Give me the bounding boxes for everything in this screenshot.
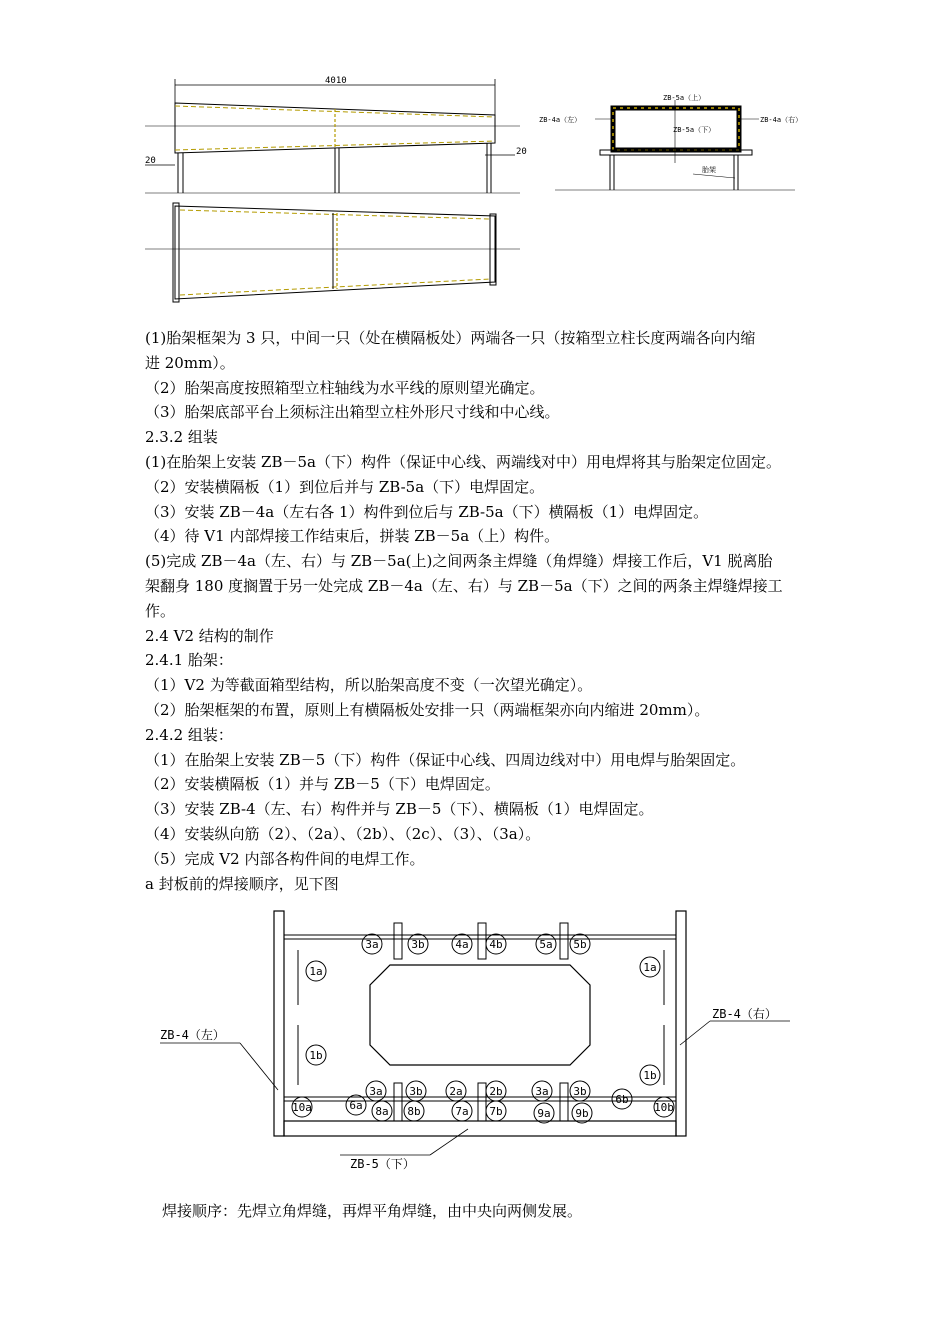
paragraph-line: （5）完成 V2 内部各构件间的电焊工作。 (145, 849, 425, 868)
section-heading: 2.4 V2 结构的制作 (145, 626, 274, 645)
weld-mark-bottom-lower: 8b (407, 1105, 421, 1118)
weld-mark-bottom-lower: 10a (292, 1101, 312, 1114)
weld-marks (292, 934, 674, 1123)
weld-mark-bottom-upper: 3a (369, 1085, 383, 1098)
weld-mark-side: 1a (309, 965, 323, 978)
weld-mark-bottom-upper: 2a (449, 1085, 463, 1098)
paragraph-line: （1）V2 为等截面箱型结构，所以胎架高度不变（一次望光确定）。 (145, 676, 593, 695)
weld-mark-top: 5b (573, 938, 587, 951)
label-frame: 胎架 (702, 166, 716, 174)
weld-mark-bottom-lower: 6a (349, 1099, 363, 1112)
dimension-left: 20 (145, 156, 156, 166)
dimension-right: 20 (516, 147, 527, 157)
weld-mark-bottom-lower: 7a (455, 1105, 469, 1118)
column-elevation-figure (140, 75, 540, 315)
paragraph-line: a 封板前的焊接顺序，见下图 (145, 874, 339, 893)
weld-mark-bottom-upper: 2b (489, 1085, 503, 1098)
label-left: ZB-4a（左） (539, 116, 582, 124)
weld-mark-top: 5a (539, 938, 553, 951)
paragraph-line: （2）胎架框架的布置，原则上有横隔板处安排一只（两端框架亦向内缩进 20mm）。 (145, 700, 710, 719)
label-top: ZB-5a（上） (663, 94, 706, 102)
section-heading: 2.4.1 胎架： (145, 651, 233, 670)
paragraph-line: 作。 (145, 601, 176, 620)
weld-mark-bottom-lower: 6b (615, 1093, 629, 1106)
label-inner: ZB-5a（下） (673, 126, 716, 134)
weld-mark-top: 4a (455, 938, 469, 951)
weld-mark-bottom-lower: 9b (575, 1107, 589, 1120)
paragraph-line: （2）安装横隔板（1）到位后并与 ZB-5a（下）电焊固定。 (145, 477, 545, 496)
label-zb4-right: ZB-4（右） (712, 1007, 777, 1021)
weld-mark-bottom-lower: 8a (375, 1105, 389, 1118)
paragraph-line: （3）安装 ZB－4a（左右各 1）构件到位后与 ZB-5a（下）横隔板（1）电焊固定。 (145, 502, 709, 521)
weld-sequence-figure (150, 905, 810, 1180)
section-heading: 2.4.2 组装： (145, 725, 233, 744)
weld-mark-side: 1a (643, 961, 657, 974)
label-right: ZB-4a（右） (760, 116, 803, 124)
paragraph-line: （2）安装横隔板（1）并与 ZB－5（下）电焊固定。 (145, 775, 500, 794)
paragraph-line: 进 20mm）。 (145, 353, 235, 372)
weld-mark-bottom-lower: 10b (654, 1101, 674, 1114)
weld-mark-top: 4b (489, 938, 503, 951)
dimension-total: 4010 (325, 76, 347, 86)
paragraph-line: (1)胎架框架为 3 只，中间一只（处在横隔板处）两端各一只（按箱型立柱长度两端各向内缩 (145, 329, 756, 347)
weld-mark-top: 3b (411, 938, 425, 951)
figure-caption: 焊接顺序：先焊立角焊缝，再焊平角焊缝，由中央向两侧发展。 (162, 1202, 583, 1220)
weld-mark-side: 1b (643, 1069, 657, 1082)
weld-mark-bottom-upper: 3a (535, 1085, 549, 1098)
paragraph-line: (5)完成 ZB－4a（左、右）与 ZB－5a(上)之间两条主焊缝（角焊缝）焊接工作后，V1 脱离胎 (145, 552, 773, 571)
paragraph-line: (1)在胎架上安装 ZB－5a（下）构件（保证中心线、两端线对中）用电焊将其与胎架定位固定。 (145, 452, 781, 471)
paragraph-line: （3）安装 ZB-4（左、右）构件并与 ZB－5（下）、横隔板（1）电焊固定。 (145, 800, 654, 819)
weld-mark-bottom-upper: 3b (409, 1085, 423, 1098)
box-section-figure (535, 88, 815, 198)
body-text (145, 326, 825, 896)
label-zb4-left: ZB-4（左） (160, 1028, 225, 1042)
section-heading: 2.3.2 组装 (145, 428, 218, 447)
weld-mark-top: 3a (365, 938, 379, 951)
paragraph-line: 架翻身 180 度搁置于另一处完成 ZB－4a（左、右）与 ZB－5a（下）之间的两条主焊缝焊接工 (145, 576, 783, 595)
weld-mark-side: 1b (309, 1049, 323, 1062)
paragraph-line: （2）胎架高度按照箱型立柱轴线为水平线的原则望光确定。 (145, 378, 545, 397)
paragraph-line: （1）在胎架上安装 ZB－5（下）构件（保证中心线、四周边线对中）用电焊与胎架固定。 (145, 750, 746, 769)
paragraph-line: （3）胎架底部平台上须标注出箱型立柱外形尺寸线和中心线。 (145, 403, 560, 422)
paragraph-line: （4）安装纵向筋（2）、（2a）、（2b）、（2c）、（3）、（3a）。 (145, 824, 541, 843)
weld-mark-bottom-lower: 9a (537, 1107, 551, 1120)
paragraph-line: （4）待 V1 内部焊接工作结束后，拼装 ZB－5a（上）构件。 (145, 527, 560, 546)
weld-mark-bottom-upper: 3b (573, 1085, 587, 1098)
label-zb5-bottom: ZB-5（下） (350, 1157, 415, 1171)
weld-mark-bottom-lower: 7b (489, 1105, 503, 1118)
